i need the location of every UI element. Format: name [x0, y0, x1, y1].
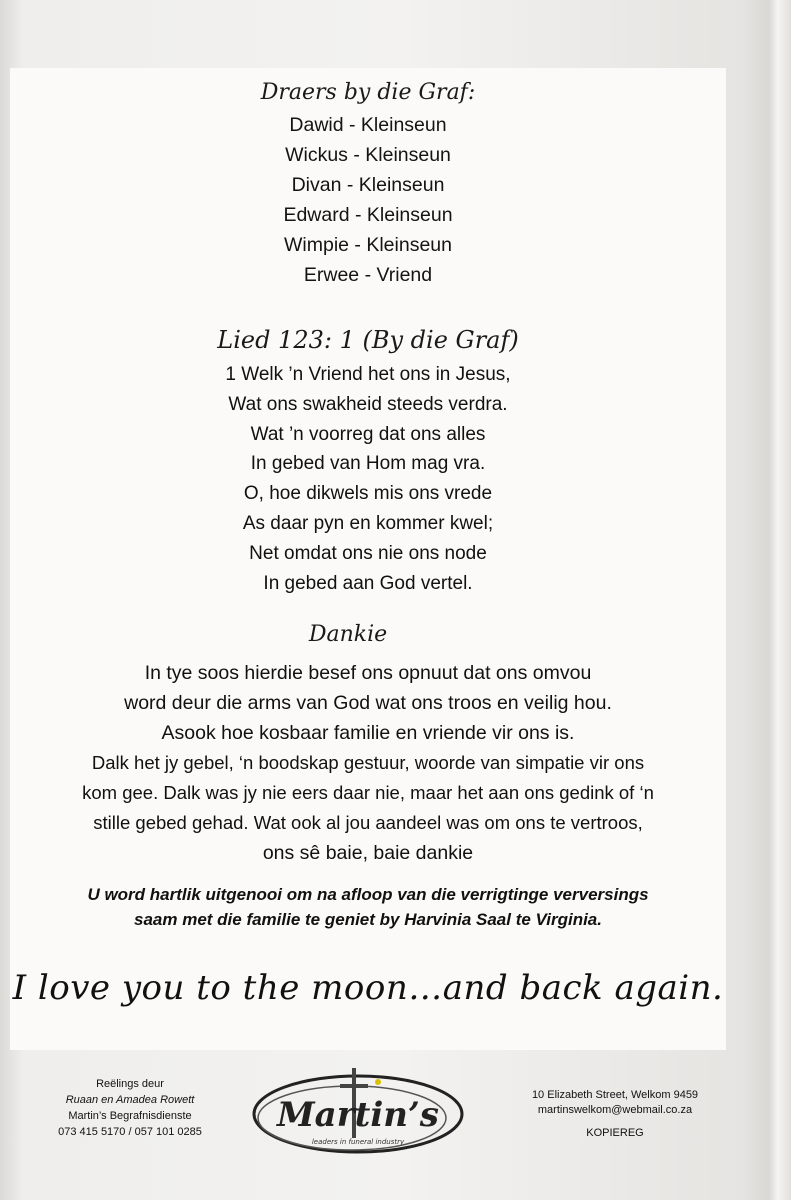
- bearer-row: Wimpie - Kleinseun: [284, 234, 452, 256]
- hymn-line: Wat ’n voorreg dat ons alles: [250, 423, 486, 445]
- arrangements-label: Reëlings deur: [96, 1078, 164, 1090]
- hymn-line: 1 Welk ’n Vriend het ons in Jesus,: [225, 364, 511, 385]
- phone-numbers: 073 415 5170 / 057 101 0285: [58, 1126, 202, 1138]
- thanks-line: Asook hoe kosbaar familie en vriende vir ons is.: [161, 722, 575, 744]
- bearers-list: [10, 110, 726, 290]
- thanks-line: Dalk het jy gebel, ‘n boodskap gestuur, woorde van simpatie vir ons: [91, 752, 645, 773]
- thanks-line: stille gebed gehad. Wat ook al jou aandeel was om ons te vertroos,: [93, 812, 643, 833]
- thanks-line: ons sê baie, baie dankie: [262, 842, 474, 864]
- footer: [0, 1052, 770, 1200]
- hymn-line: As daar pyn en kommer kwel;: [242, 512, 494, 534]
- logo-graphic: [248, 1062, 468, 1162]
- arrangers-names: Ruaan en Amadea Rowett: [65, 1094, 195, 1106]
- hymn-lyrics: [10, 360, 726, 598]
- logo-text: Martin’s: [277, 1095, 439, 1135]
- invitation-line: U word hartlik uitgenooi om na afloop van die verrigtinge verversings: [87, 885, 649, 904]
- address: 10 Elizabeth Street, Welkom 9459: [531, 1089, 699, 1101]
- copyright-label: KOPIEREG: [586, 1127, 644, 1139]
- hymn-line: Wat ons swakheid steeds verdra.: [228, 393, 508, 415]
- bearer-row: Wickus - Kleinseun: [285, 144, 451, 166]
- page-edge-strip: [769, 0, 791, 1200]
- invitation-line: saam met die familie te geniet by Harvinia Saal te Virginia.: [134, 910, 602, 929]
- martins-logo: [248, 1062, 468, 1162]
- hymn-line: Net omdat ons nie ons node: [249, 542, 487, 564]
- hymn-line: In gebed aan God vertel.: [263, 572, 473, 594]
- bearer-row: Divan - Kleinseun: [291, 174, 445, 196]
- thanks-text: [10, 658, 726, 868]
- contact-block: [500, 1088, 730, 1141]
- company-name: Martin’s Begrafnisdienste: [68, 1110, 192, 1122]
- thanks-line: kom gee. Dalk was jy nie eers daar nie, maar het aan ons gedink of ‘n: [82, 782, 654, 803]
- hymn-line: O, hoe dikwels mis ons vrede: [243, 483, 493, 505]
- hymn-line: In gebed van Hom mag vra.: [250, 453, 486, 475]
- bearers-heading: Draers by die Graf:: [260, 80, 476, 105]
- bearer-row: Erwee - Vriend: [303, 264, 433, 286]
- hymn-heading: Lied 123: 1 (By die Graf): [217, 326, 519, 354]
- email: martinswelkom@webmail.co.za: [537, 1104, 693, 1116]
- bearer-row: Dawid - Kleinseun: [289, 114, 447, 136]
- thanks-line: In tye soos hierdie besef ons opnuut dat ons omvou: [144, 662, 592, 684]
- logo-subtitle: leaders in funeral industry: [311, 1138, 405, 1146]
- bearer-row: Edward - Kleinseun: [283, 204, 453, 226]
- thanks-heading: Dankie: [308, 622, 388, 647]
- arrangements-block: [30, 1076, 230, 1140]
- tagline: I love you to the moon…and back again.: [12, 968, 724, 1008]
- invitation: [10, 882, 726, 932]
- thanks-line: word deur die arms van God wat ons troos en veilig hou.: [124, 692, 612, 714]
- program-page: [10, 68, 726, 1050]
